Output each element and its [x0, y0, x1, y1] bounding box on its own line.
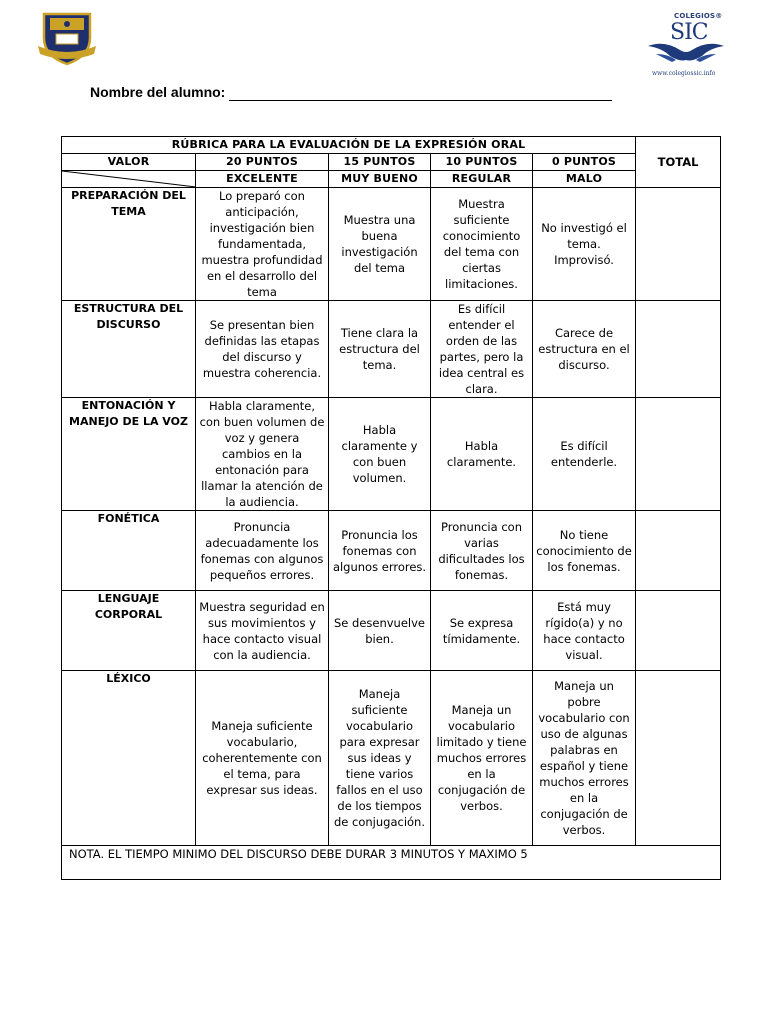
- level-label: REGULAR: [431, 171, 533, 188]
- rubric-cell: Habla claramente.: [431, 398, 533, 511]
- level-points: 0 PUNTOS: [533, 154, 636, 171]
- criterion-label: PREPARACIÓN DEL TEMA: [62, 188, 196, 301]
- criterion-label: LENGUAJE CORPORAL: [62, 591, 196, 671]
- rubric-cell: Se presentan bien definidas las etapas del discurso y muestra coherencia.: [196, 301, 329, 398]
- rubric-cell: No tiene conocimiento de los fonemas.: [533, 511, 636, 591]
- rubric-cell: Muestra suficiente conocimiento del tema con ciertas limitaciones.: [431, 188, 533, 301]
- rubric-cell: Maneja suficiente vocabulario para expresar sus ideas y tiene varios fallos en el uso de los tiempos de conjugación.: [329, 671, 431, 846]
- brand-main-text: SIC: [670, 20, 708, 45]
- rubric-table: [61, 136, 721, 880]
- criterion-label: FONÉTICA: [62, 511, 196, 591]
- total-header: TOTAL: [636, 137, 721, 188]
- rubric-cell: Es difícil entender el orden de las partes, pero la idea central es clara.: [431, 301, 533, 398]
- total-cell[interactable]: [636, 671, 721, 846]
- rubric-cell: Pronuncia los fonemas con algunos errores.: [329, 511, 431, 591]
- rubric-cell: Está muy rígido(a) y no hace contacto visual.: [533, 591, 636, 671]
- rubric-cell: Muestra una buena investigación del tema: [329, 188, 431, 301]
- rubric-title-row: [62, 137, 721, 154]
- rubric-row: [62, 301, 721, 398]
- level-label: MALO: [533, 171, 636, 188]
- criterion-label: ENTONACIÓN Y MANEJO DE LA VOZ: [62, 398, 196, 511]
- rubric-row: [62, 188, 721, 301]
- rubric-row: [62, 671, 721, 846]
- total-cell[interactable]: [636, 398, 721, 511]
- rubric-cell: Es difícil entenderle.: [533, 398, 636, 511]
- level-points: 10 PUNTOS: [431, 154, 533, 171]
- criterion-label: LÉXICO: [62, 671, 196, 846]
- brand-url: www.colegiossic.info: [652, 70, 716, 77]
- rubric-cell: Habla claramente, con buen volumen de voz y genera cambios en la entonación para llamar la atención de la audiencia.: [196, 398, 329, 511]
- criterion-label: ESTRUCTURA DEL DISCURSO: [62, 301, 196, 398]
- rubric-row: [62, 591, 721, 671]
- level-points: 20 PUNTOS: [196, 154, 329, 171]
- rubric-cell: Maneja suficiente vocabulario, coherentemente con el tema, para expresar sus ideas.: [196, 671, 329, 846]
- rubric-cell: Tiene clara la estructura del tema.: [329, 301, 431, 398]
- rubric-cell: Carece de estructura en el discurso.: [533, 301, 636, 398]
- note-row: [62, 846, 721, 880]
- total-cell[interactable]: [636, 511, 721, 591]
- rubric-cell: Pronuncia con varias dificultades los fonemas.: [431, 511, 533, 591]
- levels-row: [62, 171, 721, 188]
- rubric-cell: Maneja un vocabulario limitado y tiene muchos errores en la conjugación de verbos.: [431, 671, 533, 846]
- brand-top-text: COLEGIOS®: [674, 12, 723, 20]
- rubric-cell: Lo preparó con anticipación, investigación bien fundamentada, muestra profundidad en el desarrollo del tema: [196, 188, 329, 301]
- rubric-row: [62, 398, 721, 511]
- rubric-cell: Se desenvuelve bien.: [329, 591, 431, 671]
- student-name-label: Nombre del alumno:: [90, 84, 226, 100]
- rubric-cell: Muestra seguridad en sus movimientos y hace contacto visual con la audiencia.: [196, 591, 329, 671]
- rubric-row: [62, 511, 721, 591]
- level-label: MUY BUENO: [329, 171, 431, 188]
- eagle-logo: [646, 10, 726, 80]
- rubric-cell: No investigó el tema. Improvisó.: [533, 188, 636, 301]
- rubric-note: NOTA. EL TIEMPO MINIMO DEL DISCURSO DEBE DURAR 3 MINUTOS Y MAXIMO 5: [62, 846, 721, 880]
- student-name-field[interactable]: [90, 84, 620, 104]
- diagonal-header-cell: [62, 171, 196, 188]
- points-row: [62, 154, 721, 171]
- rubric-cell: Habla claramente y con buen volumen.: [329, 398, 431, 511]
- rubric-cell: Maneja un pobre vocabulario con uso de algunas palabras en español y tiene muchos errores en la conjugación de verbos.: [533, 671, 636, 846]
- total-cell[interactable]: [636, 591, 721, 671]
- total-cell[interactable]: [636, 301, 721, 398]
- student-name-underline[interactable]: [229, 100, 612, 101]
- level-label: EXCELENTE: [196, 171, 329, 188]
- level-points: 15 PUNTOS: [329, 154, 431, 171]
- valor-header: VALOR: [62, 154, 196, 171]
- rubric-cell: Pronuncia adecuadamente los fonemas con algunos pequeños errores.: [196, 511, 329, 591]
- rubric-cell: Se expresa tímidamente.: [431, 591, 533, 671]
- rubric-title: RÚBRICA PARA LA EVALUACIÓN DE LA EXPRESIÓN ORAL: [62, 137, 636, 154]
- school-crest-logo: [36, 8, 98, 66]
- total-cell[interactable]: [636, 188, 721, 301]
